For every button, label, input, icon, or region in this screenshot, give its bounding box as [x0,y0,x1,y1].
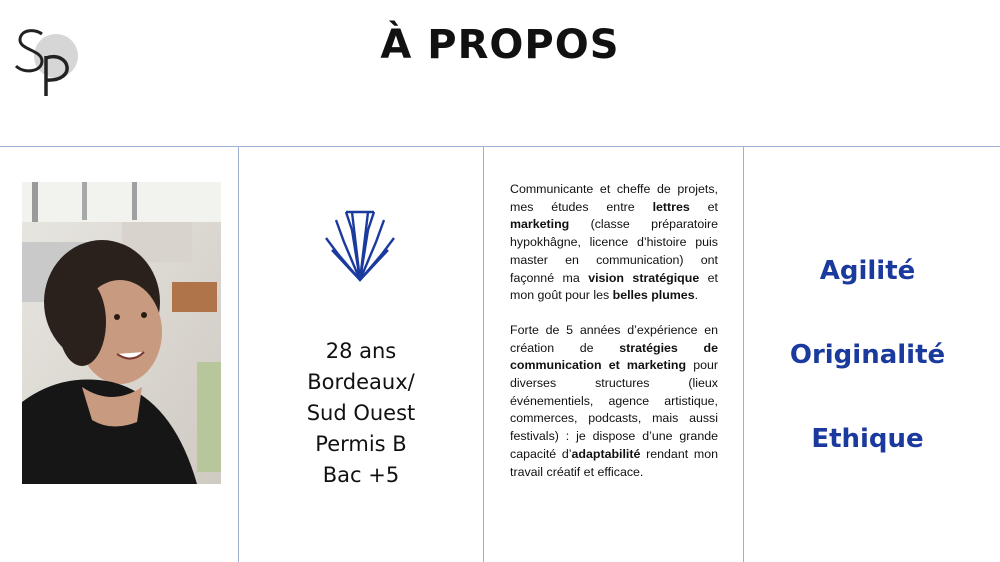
fact-region: Sud Ouest [306,401,416,425]
fact-age: 28 ans [325,339,397,363]
about-text [510,181,718,498]
fan-emblem-icon [322,210,398,284]
column-divider [743,146,744,562]
personal-facts [240,336,482,491]
portrait-photo [22,182,221,484]
column-divider [238,146,239,562]
fact-license: Permis B [315,432,407,456]
fact-degree: Bac +5 [322,463,400,487]
fact-city: Bordeaux/ [307,370,415,394]
page-title: À PROPOS [380,22,620,68]
value-agility: Agilité [819,256,916,286]
column-divider [483,146,484,562]
value-ethics: Ethique [811,424,924,454]
about-paragraph-2: Forte de 5 années d’expérience en création de stratégies de communication et marketing pour diverses structures (lieux événementiels, agence artistique, commerces, podcasts, mais aussi festivals) : je dispose d’une grande capacité d’adaptabilité rendant mon travail créatif et efficace. [510,322,718,479]
about-paragraph-1: Communicante et cheffe de projets, mes études entre lettres et marketing (classe préparatoire hypokhâgne, licence d’histoire puis master en communication) ont façonné ma vision stratégique et mon goût pour les belles plumes. [510,182,718,303]
horizontal-divider [0,146,1000,147]
value-originality: Originalité [789,340,946,370]
